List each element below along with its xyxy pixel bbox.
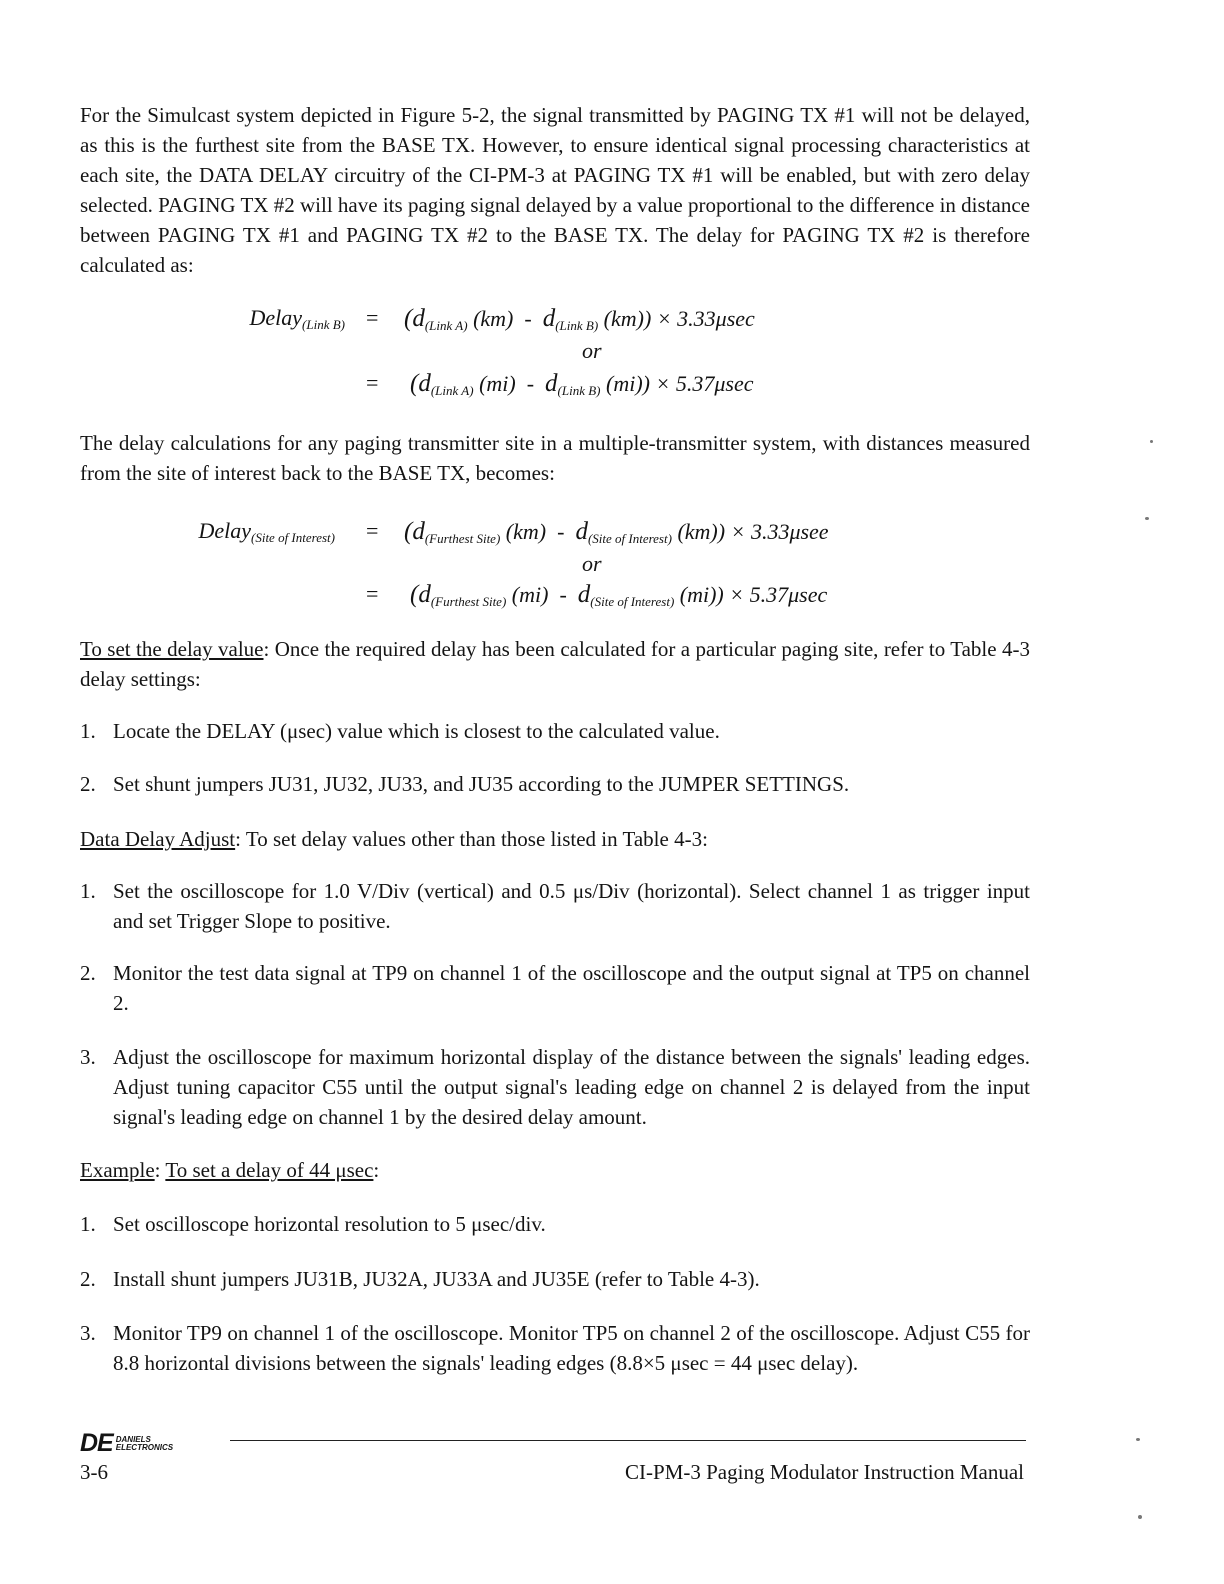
equation-mi-expression: [410, 370, 754, 399]
d-symbol: d: [545, 370, 558, 397]
equation-lhs-label: Delay: [249, 305, 303, 330]
open-paren-d: (d: [410, 581, 431, 608]
scan-speck: [1150, 440, 1153, 443]
factor: 3.33μsec: [677, 306, 755, 331]
d-symbol: d: [577, 581, 591, 608]
equation-km-expression: [404, 305, 755, 334]
unit-a: (km): [500, 519, 547, 544]
list-item-number: 2.: [80, 961, 96, 985]
list-item-text: Set shunt jumpers JU31, JU32, JU33, and JU35 according to the JUMPER SETTINGS.: [113, 772, 850, 796]
list-item-number: 1.: [80, 1212, 96, 1236]
set-delay-heading: To set the delay value: [80, 637, 264, 661]
subscript-a: (Furthest Site): [424, 531, 501, 546]
equals-sign: =: [366, 370, 379, 395]
subscript-a: (Furthest Site): [430, 594, 507, 609]
logo-mark: DE: [80, 1429, 113, 1457]
minus-sign: -: [559, 582, 567, 607]
subscript-a: (Link A): [424, 318, 468, 333]
equation-lhs-label: Delay: [198, 518, 251, 543]
equation-lhs: [150, 305, 345, 333]
equals-sign: =: [366, 581, 379, 606]
delay-equation-link-b: [0, 305, 1224, 415]
or-label: or: [582, 338, 602, 363]
open-paren-d: (d: [410, 370, 431, 397]
intro-paragraph: For the Simulcast system depicted in Figure 5-2, the signal transmitted by PAGING TX #1 will not be delayed, as this is the furthest site from the BASE TX. However, to ensure identical signal processing characteristics at each site, the DATA DELAY circuitry of the CI-PM-3 at PAGING TX #1 will be enabled, but with zero delay selected. PAGING TX #2 will have its paging signal delayed by a value proportional to the difference in distance between PAGING TX #1 and PAGING TX #2 to the BASE TX. The delay for PAGING TX #2 is therefore calculated as:: [80, 103, 1030, 277]
logo-wordmark: [116, 1436, 173, 1452]
equation-mi-expression: [410, 581, 827, 610]
multi-site-paragraph: The delay calculations for any paging transmitter site in a multiple-transmitter system, with distances measured from the site of interest back to the BASE TX, becomes:: [80, 431, 1030, 485]
equals-sign: =: [366, 305, 379, 330]
list-item-number: 3.: [80, 1045, 96, 1069]
scan-speck: [1136, 1438, 1140, 1441]
unit-b: (mi)): [674, 582, 724, 607]
list-item-number: 2.: [80, 1267, 96, 1291]
times-sign: ×: [730, 519, 746, 544]
set-delay-paragraph: [80, 634, 1030, 694]
footer-rule: [230, 1440, 1026, 1441]
list-item-text: Install shunt jumpers JU31B, JU32A, JU33A and JU35E (refer to Table 4-3).: [113, 1267, 760, 1291]
example-paragraph: [80, 1155, 1030, 1185]
scan-speck: [1145, 517, 1149, 520]
equals-sign: =: [366, 518, 379, 543]
list-item-number: 1.: [80, 879, 96, 903]
unit-b: (km)): [598, 306, 652, 331]
factor: 5.37μsec: [675, 371, 754, 396]
equation-lhs-subscript: (Link B): [302, 317, 345, 332]
equation-lhs: [100, 518, 335, 546]
unit-a: (km): [467, 306, 514, 331]
open-paren-d: (d: [404, 305, 425, 332]
example-subheading: To set a delay of 44 μsec: [165, 1158, 374, 1182]
data-delay-text: : To set delay values other than those listed in Table 4-3:: [235, 827, 708, 851]
list-item-text: Locate the DELAY (μsec) value which is closest to the calculated value.: [113, 719, 720, 743]
data-delay-paragraph: [80, 824, 1030, 854]
manual-title: CI-PM-3 Paging Modulator Instruction Manual: [625, 1460, 1024, 1484]
equation-lhs-subscript: (Site of Interest): [251, 530, 335, 545]
subscript-a: (Link A): [430, 383, 474, 398]
minus-sign: -: [524, 306, 532, 331]
list-item-text: Set the oscilloscope for 1.0 V/Div (vertical) and 0.5 μs/Div (horizontal). Select channel 1 as trigger input and set Trigger Slope to positive.: [113, 879, 1030, 933]
d-symbol: d: [542, 305, 556, 332]
list-item-number: 3.: [80, 1321, 96, 1345]
list-item-text: Set oscilloscope horizontal resolution to 5 μsec/div.: [113, 1212, 546, 1236]
unit-a: (mi): [506, 582, 549, 607]
or-label: or: [582, 551, 602, 576]
times-sign: ×: [729, 582, 745, 607]
example-heading: Example: [80, 1158, 155, 1182]
equation-km-expression: [404, 518, 829, 547]
example-tail: :: [373, 1158, 380, 1182]
logo-line-2: ELECTRONICS: [115, 1443, 174, 1452]
delay-equation-site-of-interest: [0, 518, 1224, 628]
subscript-b: (Site of Interest): [590, 594, 675, 609]
unit-a: (mi): [473, 371, 516, 396]
factor: 3.33μsee: [750, 519, 829, 544]
scan-speck: [1138, 1515, 1142, 1519]
company-logo: [80, 1428, 174, 1457]
unit-b: (mi)): [600, 371, 650, 396]
list-item-text: Monitor TP9 on channel 1 of the oscilloscope. Monitor TP5 on channel 2 of the oscilloscope. Adjust C55 for 8.8 horizontal divisions between the signals' leading edges (8.8×5 μsec = 44 μsec delay).: [113, 1321, 1030, 1375]
open-paren-d: (d: [404, 518, 425, 545]
subscript-b: (Site of Interest): [587, 531, 672, 546]
subscript-b: (Link B): [557, 383, 601, 398]
example-colon: :: [154, 1158, 166, 1182]
page-number: 3-6: [80, 1460, 108, 1484]
list-item-number: 2.: [80, 772, 96, 796]
data-delay-heading: Data Delay Adjust: [80, 827, 236, 851]
times-sign: ×: [655, 371, 671, 396]
factor: 5.37μsec: [749, 582, 828, 607]
set-delay-text: : Once the required delay has been calculated for a particular paging site, refer to Table 4-3 delay settings:: [80, 637, 1030, 691]
d-symbol: d: [575, 518, 588, 545]
list-item-text: Monitor the test data signal at TP9 on channel 1 of the oscilloscope and the output signal at TP5 on channel 2.: [113, 961, 1030, 1015]
list-item-number: 1.: [80, 719, 96, 743]
unit-b: (km)): [671, 519, 726, 544]
subscript-b: (Link B): [555, 318, 599, 333]
times-sign: ×: [656, 306, 672, 331]
minus-sign: -: [526, 371, 535, 396]
logo-line-1: DANIELS: [115, 1435, 151, 1444]
minus-sign: -: [557, 519, 565, 544]
list-item-text: Adjust the oscilloscope for maximum horizontal display of the distance between the signals' leading edges. Adjust tuning capacitor C55 until the output signal's leading edge on channel 2 is delayed from the input signal's leading edge on channel 1 by the desired delay amount.: [113, 1045, 1030, 1129]
